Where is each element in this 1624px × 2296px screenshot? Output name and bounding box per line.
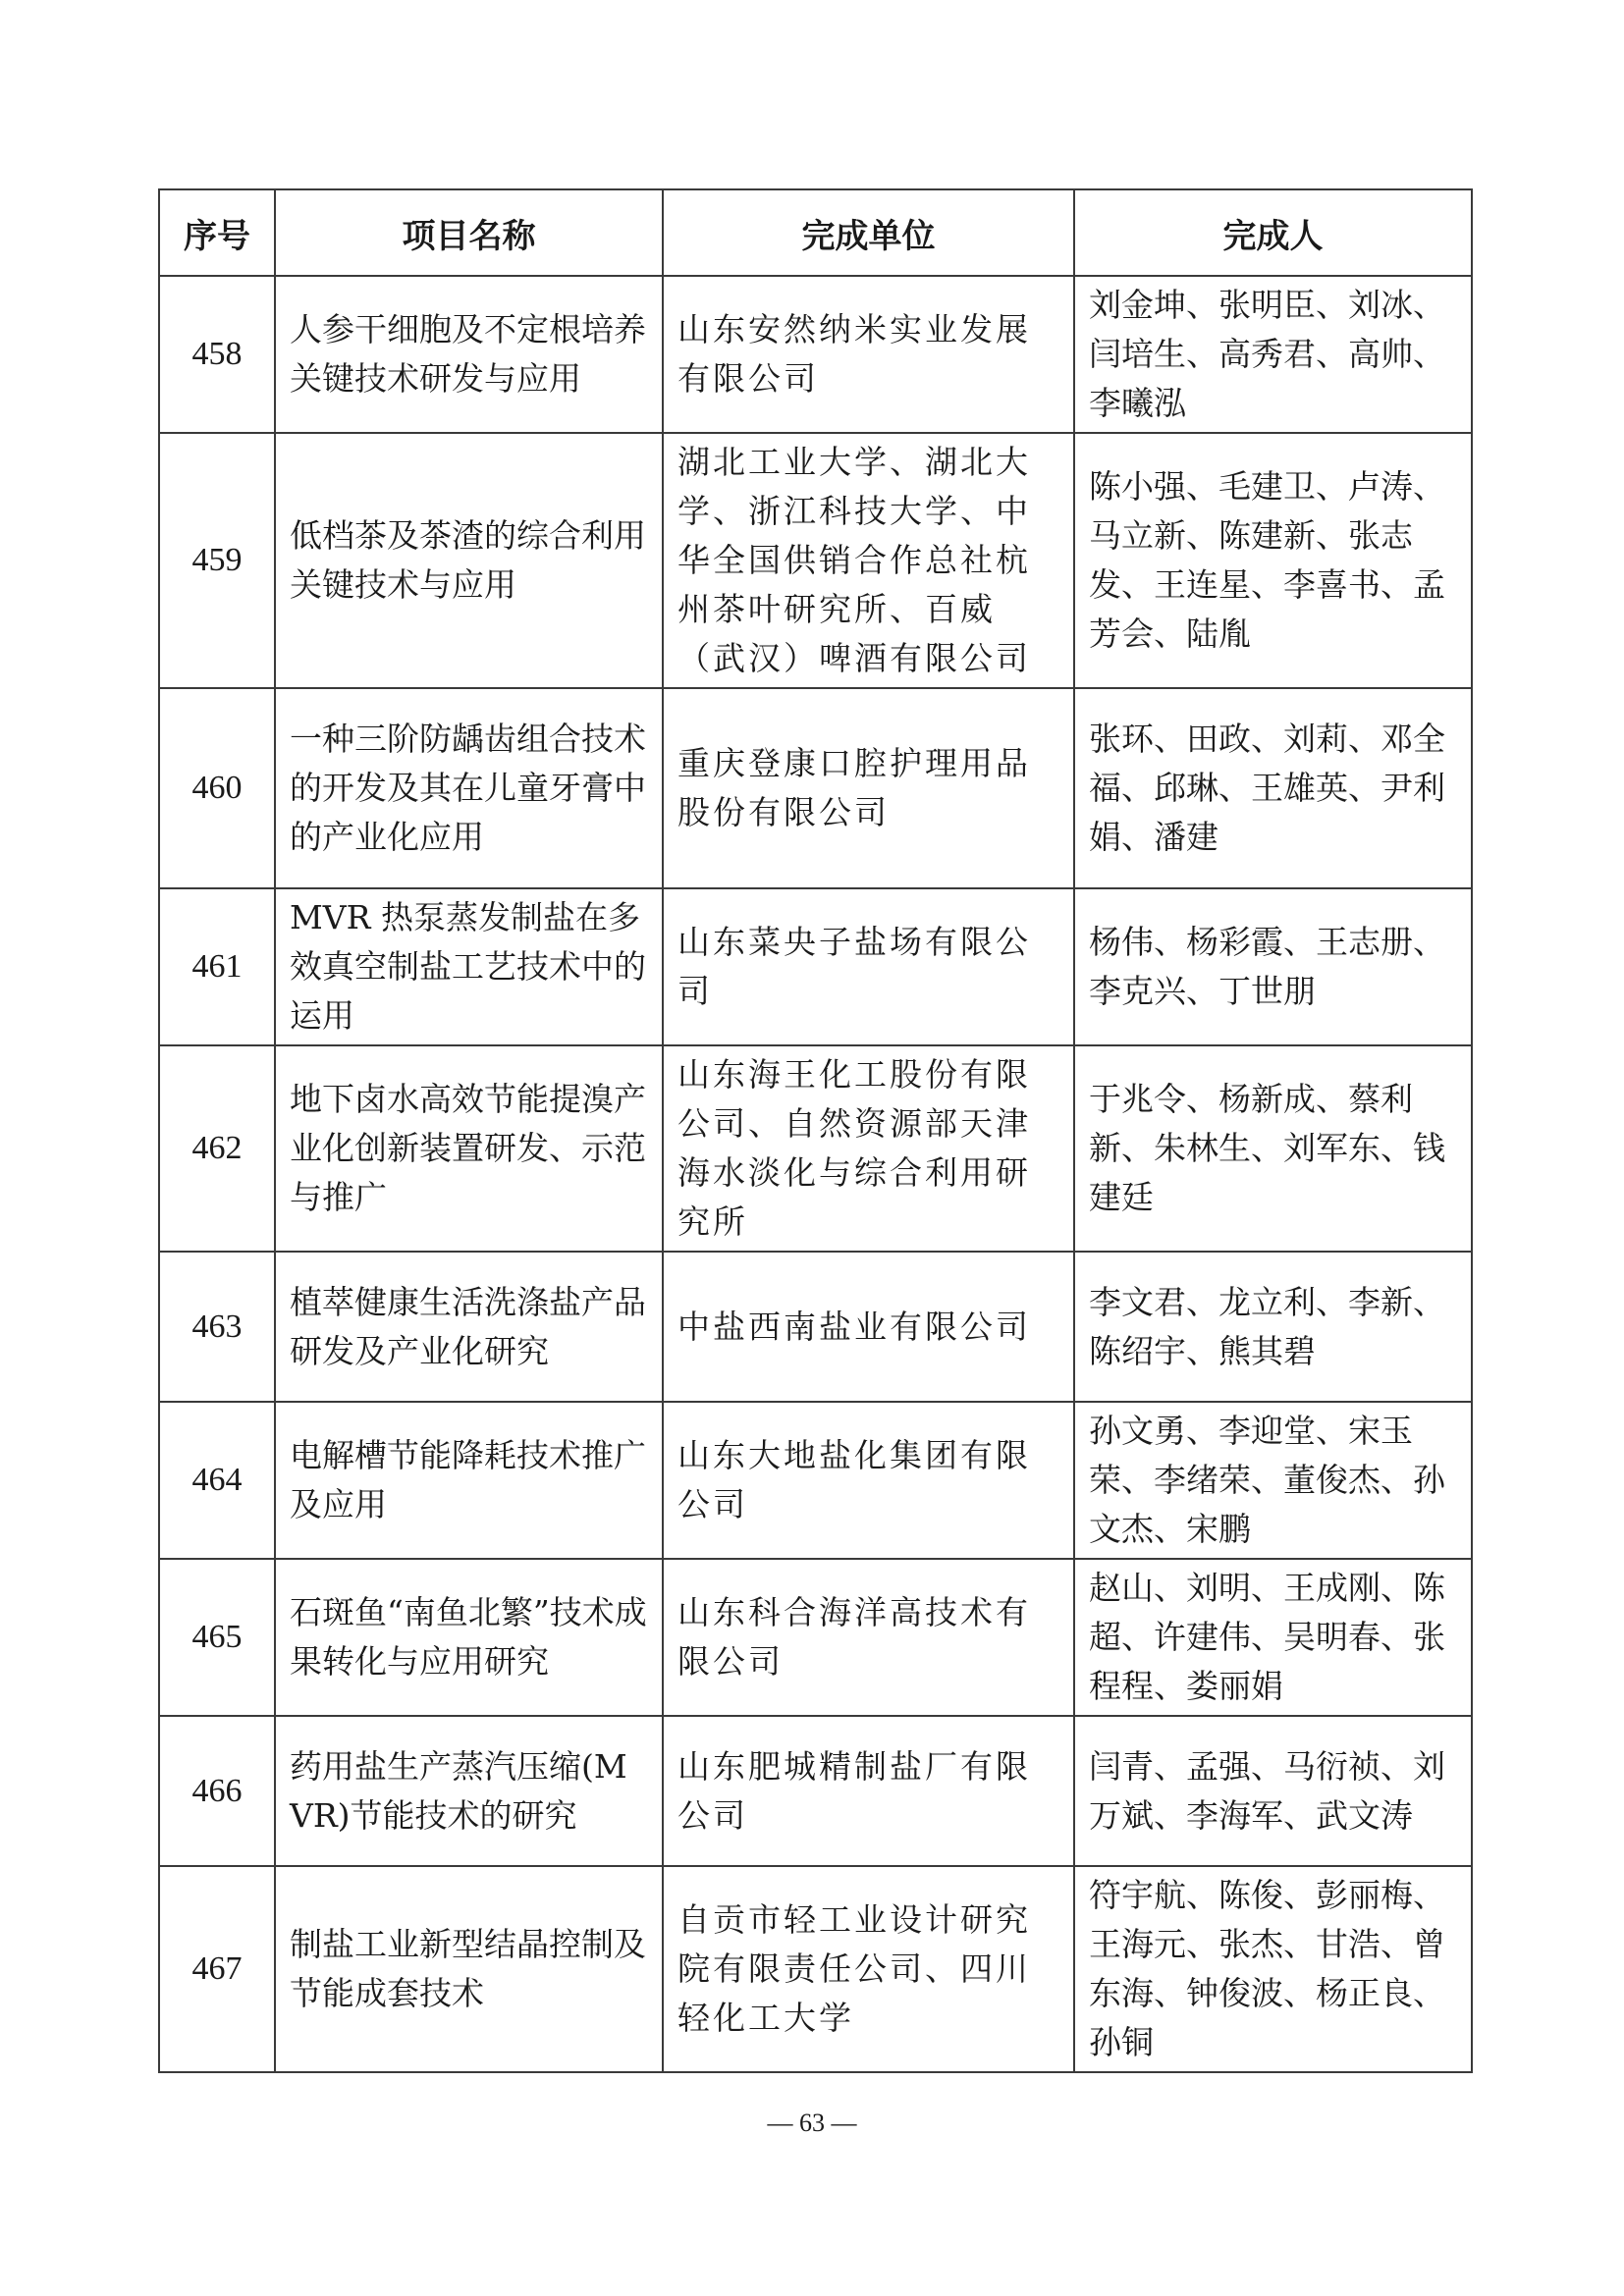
row-project-name: 制盐工业新型结晶控制及节能成套技术 <box>275 1866 663 2072</box>
table-row <box>159 1252 1472 1402</box>
row-project-name: 药用盐生产蒸汽压缩(MVR)节能技术的研究 <box>275 1716 663 1866</box>
row-project-name: 地下卤水高效节能提溴产业化创新装置研发、示范与推广 <box>275 1045 663 1252</box>
row-completing-unit: 重庆登康口腔护理用品股份有限公司 <box>663 688 1074 888</box>
table-row <box>159 1045 1472 1252</box>
row-completing-people: 于兆令、杨新成、蔡利新、朱林生、刘军东、钱建廷 <box>1074 1045 1472 1252</box>
table-row <box>159 276 1472 433</box>
table-row <box>159 1559 1472 1716</box>
row-completing-unit: 中盐西南盐业有限公司 <box>663 1252 1074 1402</box>
table-row <box>159 433 1472 688</box>
row-seq: 466 <box>159 1716 275 1866</box>
row-seq: 460 <box>159 688 275 888</box>
header-seq: 序号 <box>159 189 275 276</box>
row-seq: 463 <box>159 1252 275 1402</box>
row-seq: 464 <box>159 1402 275 1559</box>
table-row <box>159 1716 1472 1866</box>
row-completing-people: 孙文勇、李迎堂、宋玉荣、李绪荣、董俊杰、孙文杰、宋鹏 <box>1074 1402 1472 1559</box>
row-seq: 458 <box>159 276 275 433</box>
row-completing-people: 陈小强、毛建卫、卢涛、马立新、陈建新、张志发、王连星、李喜书、孟芳会、陆胤 <box>1074 433 1472 688</box>
row-completing-people: 李文君、龙立利、李新、陈绍宇、熊其碧 <box>1074 1252 1472 1402</box>
row-completing-people: 杨伟、杨彩霞、王志册、李克兴、丁世朋 <box>1074 888 1472 1045</box>
header-completing-people: 完成人 <box>1074 189 1472 276</box>
row-seq: 462 <box>159 1045 275 1252</box>
row-project-name: 石斑鱼“南鱼北繁”技术成果转化与应用研究 <box>275 1559 663 1716</box>
row-completing-unit: 山东肥城精制盐厂有限公司 <box>663 1716 1074 1866</box>
row-project-name: MVR 热泵蒸发制盐在多效真空制盐工艺技术中的运用 <box>275 888 663 1045</box>
table-row <box>159 688 1472 888</box>
table-row <box>159 888 1472 1045</box>
row-completing-people: 符宇航、陈俊、彭丽梅、王海元、张杰、甘浩、曾东海、钟俊波、杨正良、孙铜 <box>1074 1866 1472 2072</box>
row-completing-people: 赵山、刘明、王成刚、陈超、许建伟、吴明春、张程程、娄丽娟 <box>1074 1559 1472 1716</box>
row-seq: 467 <box>159 1866 275 2072</box>
page-number: — 63 — <box>767 2109 857 2137</box>
row-completing-unit: 山东科合海洋高技术有限公司 <box>663 1559 1074 1716</box>
row-seq: 461 <box>159 888 275 1045</box>
row-seq: 465 <box>159 1559 275 1716</box>
row-project-name: 一种三阶防龋齿组合技术的开发及其在儿童牙膏中的产业化应用 <box>275 688 663 888</box>
row-project-name: 电解槽节能降耗技术推广及应用 <box>275 1402 663 1559</box>
header-project-name: 项目名称 <box>275 189 663 276</box>
table-row <box>159 1402 1472 1559</box>
row-project-name: 人参干细胞及不定根培养关键技术研发与应用 <box>275 276 663 433</box>
row-project-name: 植萃健康生活洗涤盐产品研发及产业化研究 <box>275 1252 663 1402</box>
row-completing-unit: 湖北工业大学、湖北大学、浙江科技大学、中华全国供销合作总社杭州茶叶研究所、百威（武汉）啤酒有限公司 <box>663 433 1074 688</box>
row-completing-unit: 山东海王化工股份有限公司、自然资源部天津海水淡化与综合利用研究所 <box>663 1045 1074 1252</box>
row-completing-people: 刘金坤、张明臣、刘冰、闫培生、高秀君、高帅、李曦泓 <box>1074 276 1472 433</box>
row-completing-unit: 山东安然纳米实业发展有限公司 <box>663 276 1074 433</box>
row-completing-unit: 山东大地盐化集团有限公司 <box>663 1402 1074 1559</box>
header-completing-unit: 完成单位 <box>663 189 1074 276</box>
row-completing-people: 张环、田政、刘莉、邓全福、邱琳、王雄英、尹利娟、潘建 <box>1074 688 1472 888</box>
table-header-row <box>159 189 1472 276</box>
row-completing-unit: 自贡市轻工业设计研究院有限责任公司、四川轻化工大学 <box>663 1866 1074 2072</box>
award-projects-table <box>158 188 1473 2073</box>
table-row <box>159 1866 1472 2072</box>
row-project-name: 低档茶及茶渣的综合利用关键技术与应用 <box>275 433 663 688</box>
row-completing-people: 闫青、孟强、马衍祯、刘万斌、李海军、武文涛 <box>1074 1716 1472 1866</box>
row-completing-unit: 山东菜央子盐场有限公司 <box>663 888 1074 1045</box>
row-seq: 459 <box>159 433 275 688</box>
